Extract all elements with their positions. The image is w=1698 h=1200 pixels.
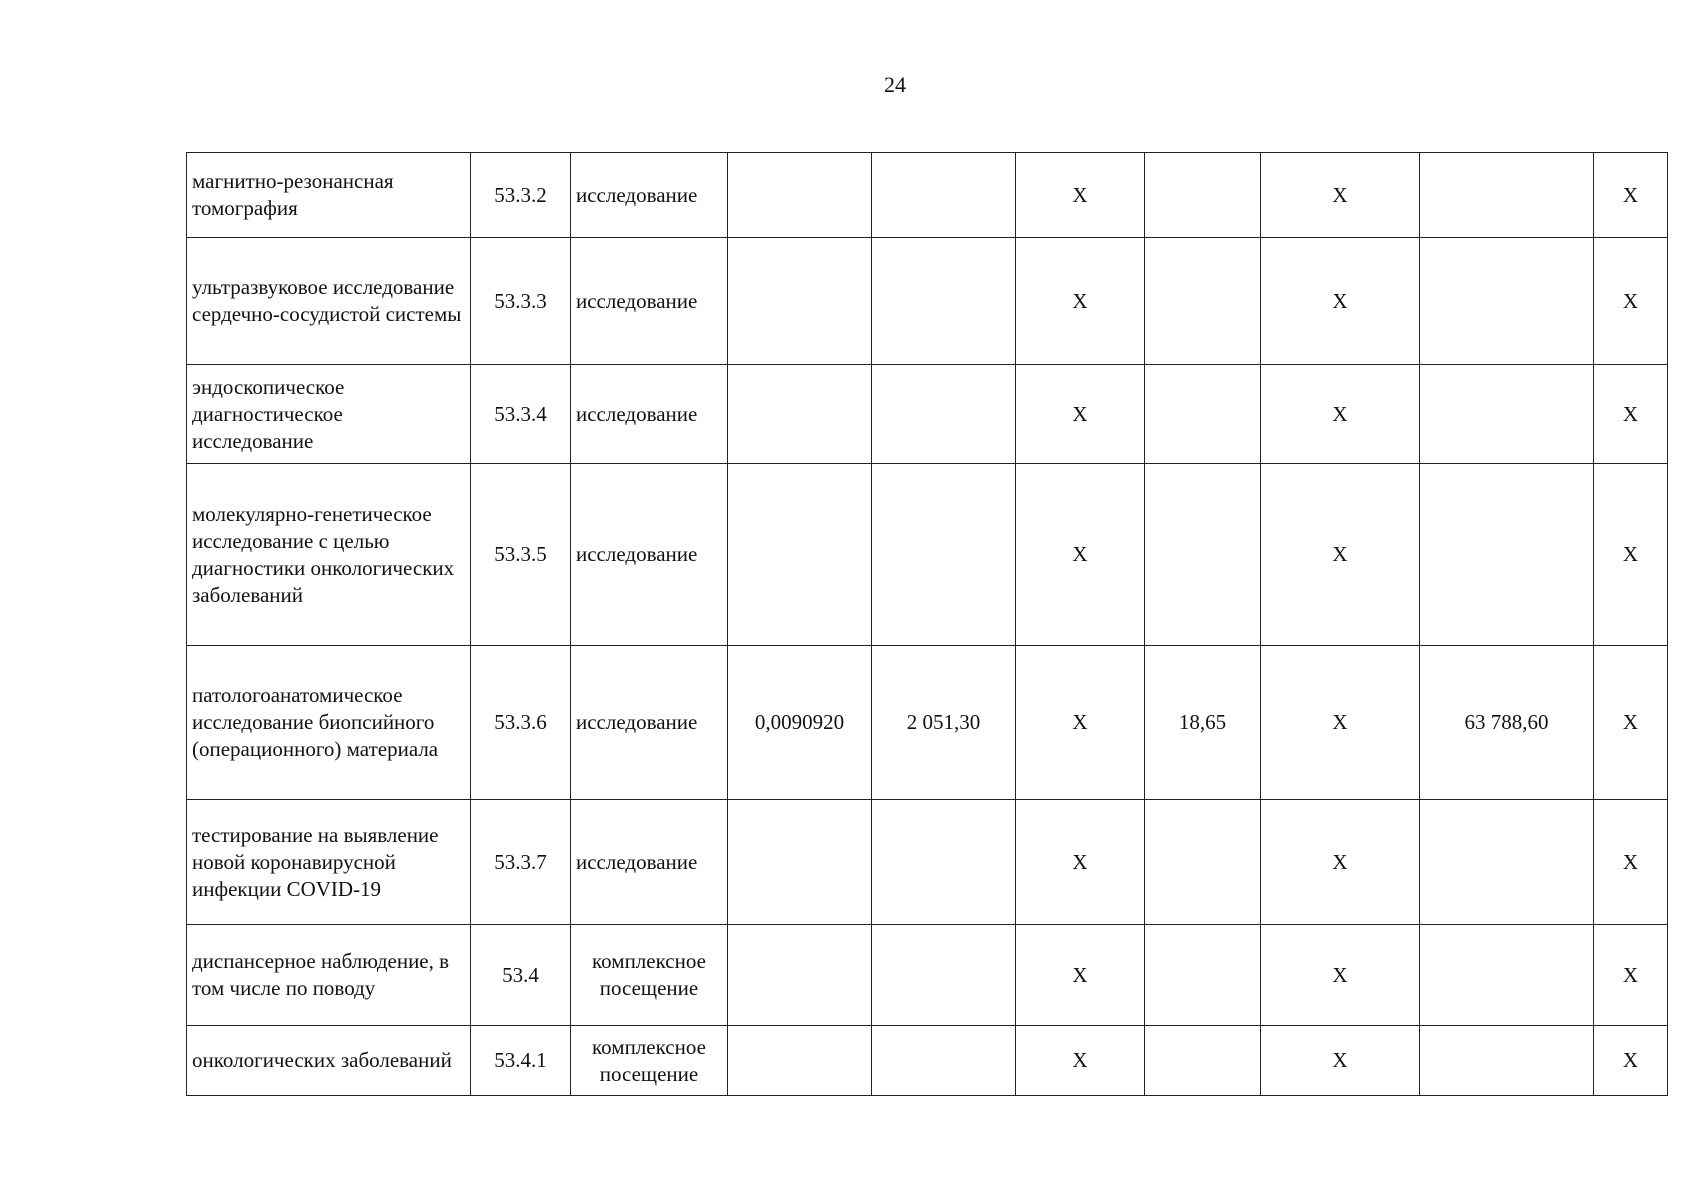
row-value-cell — [872, 238, 1016, 365]
row-unit-cell: исследование — [571, 365, 728, 464]
row-value-cell: X — [1016, 153, 1145, 238]
row-value-cell: X — [1261, 153, 1420, 238]
row-value-cell — [728, 153, 872, 238]
row-value-cell: X — [1016, 1026, 1145, 1096]
row-value-cell — [1420, 1026, 1594, 1096]
row-code-cell: 53.3.5 — [471, 464, 571, 646]
table-row — [187, 153, 1668, 238]
row-value-cell: X — [1016, 925, 1145, 1026]
row-value-cell: X — [1261, 646, 1420, 800]
row-value-cell: X — [1594, 365, 1668, 464]
row-value-cell: X — [1594, 1026, 1668, 1096]
table-row — [187, 365, 1668, 464]
tariff-table — [186, 152, 1668, 1096]
row-value-cell: X — [1261, 1026, 1420, 1096]
row-unit-cell: исследование — [571, 800, 728, 925]
row-name-cell: онкологических заболеваний — [187, 1026, 471, 1096]
row-value-cell: X — [1261, 800, 1420, 925]
row-value-cell — [1145, 1026, 1261, 1096]
row-value-cell — [872, 464, 1016, 646]
row-value-cell — [728, 464, 872, 646]
row-value-cell: X — [1594, 153, 1668, 238]
row-unit-cell: комплексное посещение — [571, 1026, 728, 1096]
row-value-cell — [728, 1026, 872, 1096]
row-value-cell: X — [1261, 238, 1420, 365]
table-row — [187, 1026, 1668, 1096]
row-value-cell: X — [1261, 464, 1420, 646]
row-value-cell: X — [1016, 646, 1145, 800]
row-name-cell: магнитно-резонансная томография — [187, 153, 471, 238]
row-value-cell: X — [1594, 925, 1668, 1026]
row-value-cell — [872, 925, 1016, 1026]
row-value-cell — [872, 1026, 1016, 1096]
row-name-cell: тестирование на выявление новой коронавирусной инфекции COVID-19 — [187, 800, 471, 925]
row-code-cell: 53.3.3 — [471, 238, 571, 365]
row-name-cell: ультразвуковое исследование сердечно-сосудистой системы — [187, 238, 471, 365]
row-value-cell — [728, 365, 872, 464]
row-code-cell: 53.3.6 — [471, 646, 571, 800]
row-value-cell: X — [1016, 464, 1145, 646]
row-value-cell — [1420, 365, 1594, 464]
table-row — [187, 464, 1668, 646]
row-value-cell — [1145, 800, 1261, 925]
row-name-cell: патологоанатомическое исследование биопсийного (операционного) материала — [187, 646, 471, 800]
row-value-cell: 63 788,60 — [1420, 646, 1594, 800]
row-value-cell: X — [1594, 464, 1668, 646]
row-name-cell: диспансерное наблюдение, в том числе по поводу — [187, 925, 471, 1026]
row-value-cell: X — [1594, 238, 1668, 365]
row-value-cell: X — [1016, 800, 1145, 925]
row-code-cell: 53.3.7 — [471, 800, 571, 925]
row-name-cell: эндоскопическое диагностическое исследование — [187, 365, 471, 464]
table-row — [187, 925, 1668, 1026]
row-unit-cell: комплексное посещение — [571, 925, 728, 1026]
row-value-cell: X — [1594, 800, 1668, 925]
row-unit-cell: исследование — [571, 646, 728, 800]
row-value-cell: X — [1261, 365, 1420, 464]
row-value-cell — [728, 800, 872, 925]
row-code-cell: 53.3.2 — [471, 153, 571, 238]
row-name-cell: молекулярно-генетическое исследование с целью диагностики онкологических заболеваний — [187, 464, 471, 646]
row-value-cell — [1145, 238, 1261, 365]
row-value-cell — [728, 238, 872, 365]
row-unit-cell: исследование — [571, 464, 728, 646]
row-value-cell — [1145, 153, 1261, 238]
row-value-cell — [1420, 925, 1594, 1026]
row-value-cell: X — [1594, 646, 1668, 800]
row-value-cell — [1145, 464, 1261, 646]
row-value-cell — [1420, 153, 1594, 238]
row-value-cell — [1420, 238, 1594, 365]
row-value-cell: 2 051,30 — [872, 646, 1016, 800]
row-value-cell — [728, 925, 872, 1026]
row-value-cell — [1145, 925, 1261, 1026]
row-unit-cell: исследование — [571, 238, 728, 365]
row-value-cell — [872, 153, 1016, 238]
row-code-cell: 53.3.4 — [471, 365, 571, 464]
table-row — [187, 646, 1668, 800]
row-unit-cell: исследование — [571, 153, 728, 238]
row-value-cell — [1145, 365, 1261, 464]
row-value-cell — [1420, 464, 1594, 646]
table-row — [187, 800, 1668, 925]
row-code-cell: 53.4 — [471, 925, 571, 1026]
page-number: 24 — [884, 72, 906, 97]
row-value-cell: X — [1016, 365, 1145, 464]
row-value-cell: 0,0090920 — [728, 646, 872, 800]
row-code-cell: 53.4.1 — [471, 1026, 571, 1096]
row-value-cell: X — [1016, 238, 1145, 365]
row-value-cell — [1420, 800, 1594, 925]
row-value-cell — [872, 365, 1016, 464]
row-value-cell: 18,65 — [1145, 646, 1261, 800]
table-row — [187, 238, 1668, 365]
row-value-cell: X — [1261, 925, 1420, 1026]
row-value-cell — [872, 800, 1016, 925]
